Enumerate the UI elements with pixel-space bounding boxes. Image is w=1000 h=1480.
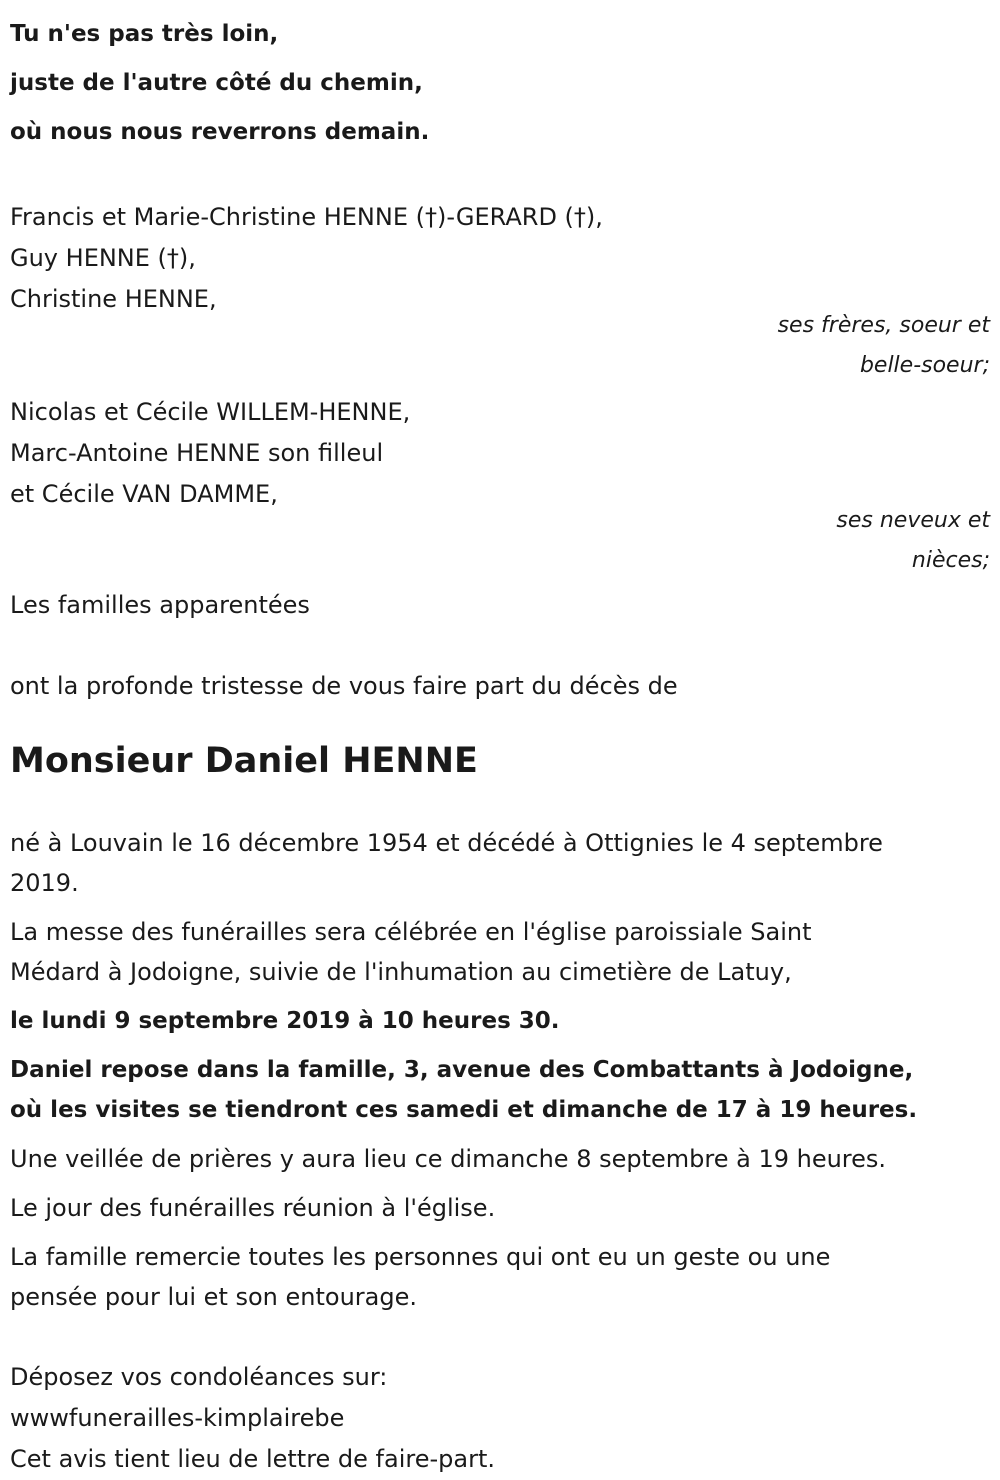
condolences-block	[10, 1357, 990, 1480]
vigil-text: Une veillée de prières y aura lieu ce dimanche 8 septembre à 19 heures.	[10, 1145, 887, 1173]
nephews-role-line-2: nièces;	[911, 548, 990, 573]
condolences-website[interactable]: wwwfunerailles-kimplairebe	[10, 1404, 345, 1432]
funeral-date-time: le lundi 9 septembre 2019 à 10 heures 30.	[10, 1008, 560, 1034]
nephews-list	[10, 392, 990, 515]
birth-death-line-2: 2019.	[10, 869, 79, 897]
mass-line-1: La messe des funérailles sera célébrée en l'église paroissiale Saint	[10, 918, 812, 946]
deceased-name: Monsieur Daniel HENNE	[10, 741, 478, 781]
rest-visits-text	[10, 1050, 990, 1130]
meeting-text: Le jour des funérailles réunion à l'église.	[10, 1194, 496, 1222]
siblings-role-line-2: belle-soeur;	[859, 353, 990, 378]
poem-line-3: où nous nous reverrons demain.	[10, 119, 430, 145]
families-text: Les familles apparentées	[10, 591, 310, 619]
announcement-block	[10, 666, 990, 707]
mass-line-2: Médard à Jodoigne, suivie de l'inhumation au cimetière de Latuy,	[10, 958, 792, 986]
rest-line-2: où les visites se tiendront ces samedi et dimanche de 17 à 19 heures.	[10, 1097, 918, 1123]
nephew-line-1: Nicolas et Cécile WILLEM-HENNE,	[10, 398, 411, 426]
sibling-line-2: Guy HENNE (†),	[10, 244, 196, 272]
sibling-line-1: Francis et Marie-Christine HENNE (†)-GERARD (†),	[10, 203, 603, 231]
poem-line-2: juste de l'autre côté du chemin,	[10, 70, 423, 96]
faire-part-note: Cet avis tient lieu de lettre de faire-part.	[10, 1445, 495, 1473]
nephews-role-line-1: ses neveux et	[836, 508, 990, 533]
mass-text	[10, 912, 990, 992]
birth-death-text	[10, 823, 990, 903]
thanks-line-1: La famille remercie toutes les personnes qui ont eu un geste ou une	[10, 1243, 831, 1271]
siblings-list	[10, 197, 990, 320]
thanks-line-2: pensée pour lui et son entourage.	[10, 1283, 417, 1311]
birth-death-line-1: né à Louvain le 16 décembre 1954 et décédé à Ottignies le 4 septembre	[10, 829, 883, 857]
nephew-line-3: et Cécile VAN DAMME,	[10, 480, 278, 508]
announcement-text: ont la profonde tristesse de vous faire part du décès de	[10, 672, 678, 700]
poem	[10, 0, 990, 157]
thanks-text	[10, 1237, 990, 1317]
poem-line-1: Tu n'es pas très loin,	[10, 21, 279, 47]
nephew-line-2: Marc-Antoine HENNE son filleul	[10, 439, 384, 467]
rest-line-1: Daniel repose dans la famille, 3, avenue des Combattants à Jodoigne,	[10, 1057, 914, 1083]
siblings-role-line-1: ses frères, soeur et	[777, 313, 990, 338]
sibling-line-3: Christine HENNE,	[10, 285, 217, 313]
families-block	[10, 585, 990, 626]
condolences-line-1: Déposez vos condoléances sur:	[10, 1363, 388, 1391]
